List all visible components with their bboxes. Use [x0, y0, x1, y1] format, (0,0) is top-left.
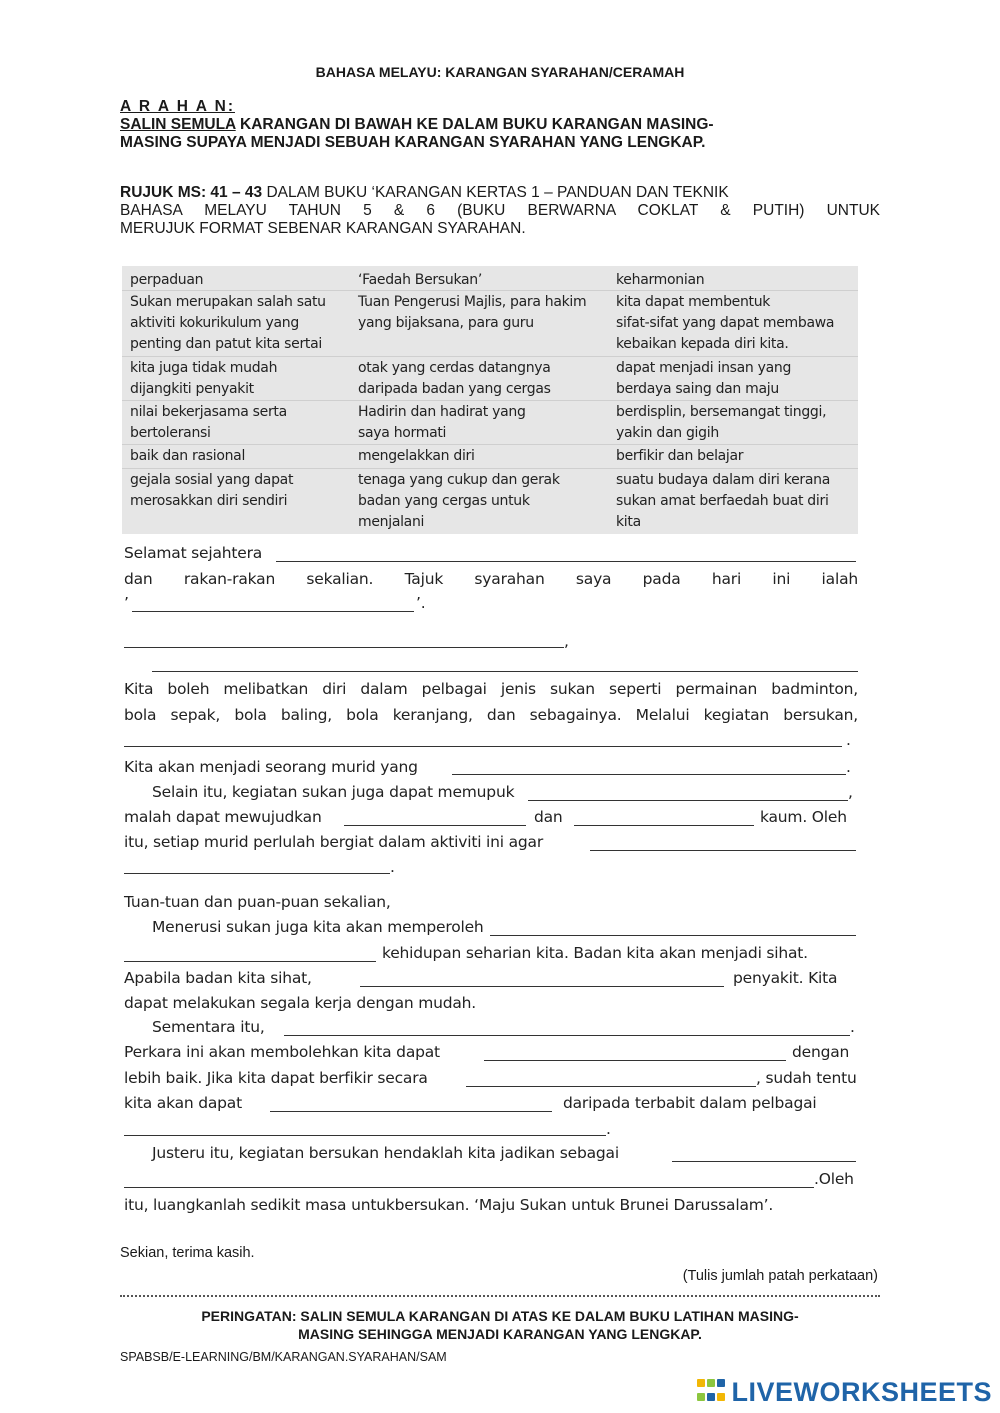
- word-bank-phrase: Hadirin dan hadirat yang: [358, 404, 526, 420]
- quote-close: ’.: [416, 594, 426, 612]
- word-bank-phrase: Sukan merupakan salah satu: [130, 294, 326, 310]
- blank-line[interactable]: [590, 850, 856, 851]
- arahan-label: A R A H A N:: [120, 98, 235, 115]
- blank-line[interactable]: [574, 825, 754, 826]
- passage-text: Justeru itu, kegiatan bersukan hendaklah kita jadikan sebagai: [152, 1144, 619, 1162]
- blank-line[interactable]: [490, 935, 856, 936]
- period: .: [850, 1018, 855, 1036]
- word-bank-phrase: dapat menjadi insan yang: [616, 360, 792, 376]
- blank-line[interactable]: [152, 671, 858, 672]
- passage-text: Apabila badan kita sihat,: [124, 969, 312, 987]
- passage-text: dengan: [792, 1043, 850, 1061]
- table-row-divider: [122, 290, 858, 291]
- word-bank-phrase: mengelakkan diri: [358, 448, 475, 464]
- word-bank-phrase: sukan amat berfaedah buat diri: [616, 493, 829, 509]
- instruction-line1: KARANGAN DI BAWAH KE DALAM BUKU KARANGAN MASING-: [235, 116, 714, 133]
- table-row-divider: [122, 468, 858, 469]
- word-bank-phrase: berfikir dan belajar: [616, 448, 744, 464]
- passage-text: itu, setiap murid perlulah bergiat dalam aktiviti ini agar: [124, 833, 544, 851]
- word-bank-phrase: yakin dan gigih: [616, 425, 719, 441]
- word-bank-phrase: yang bijaksana, para guru: [358, 315, 534, 331]
- warning-line2: MASING SEHINGGA MENJADI KARANGAN YANG LENGKAP.: [298, 1326, 702, 1342]
- word-bank-phrase: kita juga tidak mudah: [130, 360, 278, 376]
- passage-text: Selain itu, kegiatan sukan juga dapat memupuk: [152, 783, 515, 801]
- blank-line[interactable]: [528, 800, 848, 801]
- blank-line[interactable]: [360, 986, 724, 987]
- period: .: [846, 758, 851, 776]
- comma: ,: [564, 632, 569, 650]
- word-bank-phrase: bertoleransi: [130, 425, 211, 441]
- passage-text: Sementara itu,: [152, 1018, 265, 1036]
- passage-text: dan rakan-rakan sekalian. Tajuk syarahan saya pada hari ini ialah: [124, 570, 858, 588]
- blank-line[interactable]: [124, 873, 390, 874]
- period: .: [606, 1120, 611, 1138]
- passage-text: lebih baik. Jika kita dapat berfikir secara: [124, 1069, 428, 1087]
- word-bank-phrase: baik dan rasional: [130, 448, 246, 464]
- salin-semula-label: SALIN SEMULA: [120, 116, 236, 133]
- passage-text: Selamat sejahtera: [124, 544, 263, 562]
- passage-text: daripada terbabit dalam pelbagai: [563, 1094, 817, 1112]
- word-bank-phrase: kita dapat membentuk: [616, 294, 771, 310]
- word-bank-phrase: daripada badan yang cergas: [358, 381, 551, 397]
- instruction-line2: MASING SUPAYA MENJADI SEBUAH KARANGAN SYARAHAN YANG LENGKAP.: [120, 134, 706, 151]
- passage-text: bola sepak, bola baling, bola keranjang, dan sebagainya. Melalui kegiatan bersukan,: [124, 706, 858, 724]
- blank-line[interactable]: [270, 1111, 552, 1112]
- passage-text: Kita boleh melibatkan diri dalam pelbagai jenis sukan seperti permainan badminton,: [124, 680, 858, 698]
- blank-line[interactable]: [344, 825, 526, 826]
- word-bank-phrase: gejala sosial yang dapat: [130, 472, 294, 488]
- passage-text: kaum. Oleh: [760, 808, 847, 826]
- word-bank-phrase: otak yang cerdas datangnya: [358, 360, 551, 376]
- passage-text: malah dapat mewujudkan: [124, 808, 322, 826]
- passage-text: dan: [534, 808, 563, 826]
- word-bank-phrase: berdisplin, bersemangat tinggi,: [616, 404, 827, 420]
- blank-line[interactable]: [452, 774, 846, 775]
- blank-line[interactable]: [672, 1161, 856, 1162]
- word-bank-phrase: menjalani: [358, 514, 425, 530]
- passage-text: penyakit. Kita: [733, 969, 838, 987]
- passage-text: Kita akan menjadi seorang murid yang: [124, 758, 418, 776]
- word-bank-phrase: ‘Faedah Bersukan’: [358, 272, 483, 288]
- word-bank-phrase: penting dan patut kita sertai: [130, 336, 322, 352]
- word-bank-phrase: saya hormati: [358, 425, 447, 441]
- word-bank-table: [122, 266, 858, 534]
- word-bank-phrase: Tuan Pengerusi Majlis, para hakim: [358, 294, 587, 310]
- passage-text: .Oleh: [814, 1170, 854, 1188]
- blank-line[interactable]: [466, 1086, 756, 1087]
- blank-line[interactable]: [484, 1060, 786, 1061]
- reference-code: SPABSB/E-LEARNING/BM/KARANGAN.SYARAHAN/SAM: [120, 1350, 447, 1364]
- passage-text: Perkara ini akan membolehkan kita dapat: [124, 1043, 440, 1061]
- word-bank-phrase: kita: [616, 514, 641, 530]
- blank-line[interactable]: [124, 961, 376, 962]
- word-count-line[interactable]: [120, 1293, 880, 1297]
- brand-name: LIVEWORKSHEETS: [731, 1376, 992, 1407]
- page-title: BAHASA MELAYU: KARANGAN SYARAHAN/CERAMAH: [315, 64, 685, 80]
- rujuk-label: RUJUK MS: 41 – 43: [120, 184, 263, 201]
- instruction-block: [120, 98, 880, 152]
- closing-thanks: Sekian, terima kasih.: [120, 1245, 255, 1261]
- blank-line[interactable]: [124, 746, 842, 747]
- rujuk-line2: BAHASA MELAYU TAHUN 5 & 6 (BUKU BERWARNA COKLAT & PUTIH) UNTUK: [120, 202, 880, 219]
- warning-note: [120, 1307, 880, 1343]
- word-bank-phrase: keharmonian: [616, 272, 705, 288]
- word-bank-phrase: suatu budaya dalam diri kerana: [616, 472, 831, 488]
- passage-text: , sudah tentu: [756, 1069, 857, 1087]
- comma: ,: [848, 783, 853, 801]
- table-row-divider: [122, 444, 858, 445]
- blank-line[interactable]: [124, 1187, 814, 1188]
- blank-line[interactable]: [124, 647, 564, 648]
- word-bank-phrase: aktiviti kokurikulum yang: [130, 315, 299, 331]
- passage-text: Tuan-tuan dan puan-puan sekalian,: [124, 893, 391, 911]
- passage-text: Menerusi sukan juga kita akan memperoleh: [152, 918, 484, 936]
- liveworksheets-brand: [697, 1377, 992, 1407]
- blank-line[interactable]: [124, 1135, 606, 1136]
- word-bank-phrase: sifat-sifat yang dapat membawa: [616, 315, 835, 331]
- passage-text: dapat melakukan segala kerja dengan mudah.: [124, 994, 477, 1012]
- word-bank-phrase: tenaga yang cukup dan gerak: [358, 472, 560, 488]
- table-row-divider: [122, 356, 858, 357]
- rujuk-line1: DALAM BUKU ‘KARANGAN KERTAS 1 – PANDUAN DAN TEKNIK: [262, 184, 729, 201]
- word-bank-phrase: nilai bekerjasama serta: [130, 404, 287, 420]
- rujuk-line3: MERUJUK FORMAT SEBENAR KARANGAN SYARAHAN.: [120, 220, 526, 237]
- word-bank-phrase: badan yang cergas untuk: [358, 493, 530, 509]
- blank-line[interactable]: [276, 561, 856, 562]
- word-bank-phrase: perpaduan: [130, 272, 204, 288]
- passage-text: kita akan dapat: [124, 1094, 242, 1112]
- word-bank-phrase: dijangkiti penyakit: [130, 381, 254, 397]
- word-bank-phrase: kebaikan kepada diri kita.: [616, 336, 789, 352]
- period: .: [390, 858, 395, 876]
- reference-instruction: [120, 184, 880, 238]
- period: .: [846, 731, 851, 749]
- passage-text: kehidupan seharian kita. Badan kita akan menjadi sihat.: [382, 944, 808, 962]
- table-row-divider: [122, 400, 858, 401]
- passage-text: itu, luangkanlah sedikit masa untukbersukan. ‘Maju Sukan untuk Brunei Darussalam’.: [124, 1196, 774, 1214]
- quote-open: ’: [124, 594, 129, 612]
- liveworksheets-logo-icon: [697, 1379, 727, 1405]
- word-bank-phrase: merosakkan diri sendiri: [130, 493, 288, 509]
- word-bank-phrase: berdaya saing dan maju: [616, 381, 779, 397]
- warning-line1: PERINGATAN: SALIN SEMULA KARANGAN DI ATAS KE DALAM BUKU LATIHAN MASING-: [201, 1308, 799, 1324]
- blank-line-title[interactable]: [132, 611, 414, 612]
- blank-line[interactable]: [284, 1035, 850, 1036]
- word-count-note: (Tulis jumlah patah perkataan): [682, 1268, 878, 1284]
